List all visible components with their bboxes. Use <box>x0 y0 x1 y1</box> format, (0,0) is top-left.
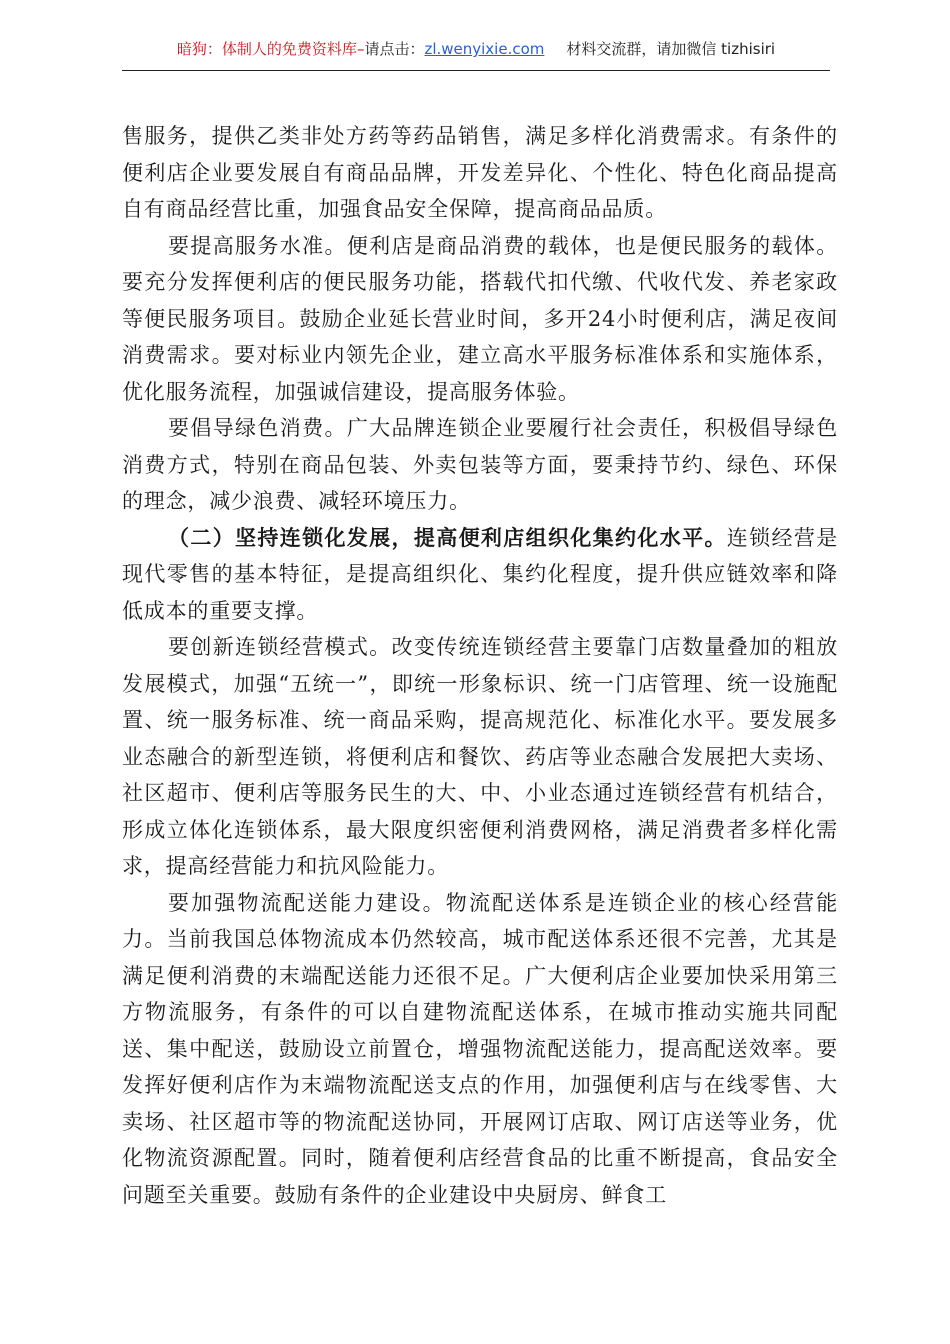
paragraph-text: 要倡导绿色消费。广大品牌连锁企业要履行社会责任，积极倡导绿色消费方式，特别在商品包装、外卖包装等方面，要秉持节约、绿色、环保的理念，减少浪费、减轻环境压力。 <box>122 416 838 513</box>
header-prompt: 请点击： <box>364 40 425 58</box>
paragraph <box>122 520 838 630</box>
document-body <box>122 118 838 1213</box>
paragraph <box>122 118 838 228</box>
paragraph <box>122 228 838 411</box>
paragraph <box>122 885 838 1214</box>
page-header <box>122 38 830 71</box>
paragraph-text: 要创新连锁经营模式。改变传统连锁经营主要靠门店数量叠加的粗放发展模式，加强“五统一”，即统一形象标识、统一门店管理、统一设施配置、统一服务标准、统一商品采购，提高规范化、标准化水平。要发展多业态融合的新型连锁，将便利店和餐饮、药店等业态融合发展把大卖场、社区超市、便利店等服务民生的大、中、小业态通过连锁经营有机结合，形成立体化连锁体系，最大限度织密便利消费网格，满足消费者多样化需求，提高经营能力和抗风险能力。 <box>122 635 838 878</box>
header-contact: 材料交流群，请加微信 tizhisiri <box>566 40 776 58</box>
header-brand: 暗狗：体制人的免费资料库 <box>176 40 357 58</box>
header-link[interactable]: zl.wenyixie.com <box>424 40 545 58</box>
paragraph <box>122 629 838 885</box>
paragraph-text: 要加强物流配送能力建设。物流配送体系是连锁企业的核心经营能力。当前我国总体物流成本仍然较高，城市配送体系还很不完善，尤其是满足便利消费的末端配送能力还很不足。广大便利店企业要加快采用第三方物流服务，有条件的可以自建物流配送体系，在城市推动实施共同配送、集中配送，鼓励设立前置仓，增强物流配送能力，提高配送效率。要发挥好便利店作为末端物流配送支点的作用，加强便利店与在线零售、大卖场、社区超市等的物流配送协同，开展网订店取、网订店送等业务，优化物流资源配置。同时，随着便利店经营食品的比重不断提高，食品安全问题至关重要。鼓励有条件的企业建设中央厨房、鲜食工 <box>122 890 838 1207</box>
paragraph-text: 连锁经营是现代零售的基本特征，是提高组织化、集约化程度，提升供应链效率和降低成本的重要支撑。 <box>122 525 839 623</box>
paragraph-text: 售服务，提供乙类非处方药等药品销售，满足多样化消费需求。有条件的便利店企业要发展自有商品品牌，开发差异化、个性化、特色化商品提高自有商品经营比重，加强食品安全保障，提高商品品质。 <box>122 124 838 221</box>
header-dash: – <box>356 40 365 58</box>
paragraph-text: 要提高服务水准。便利店是商品消费的载体，也是便民服务的载体。要充分发挥便利店的便民服务功能，搭载代扣代缴、代收代发、养老家政等便民服务项目。鼓励企业延长营业时间，多开24小时便利店，满足夜间消费需求。要对标业内领先企业，建立高水平服务标准体系和实施体系，优化服务流程，加强诚信建设，提高服务体验。 <box>122 233 838 404</box>
paragraph <box>122 410 838 520</box>
section-heading: （二）坚持连锁化发展，提高便利店组织化集约化水平。 <box>168 524 727 550</box>
